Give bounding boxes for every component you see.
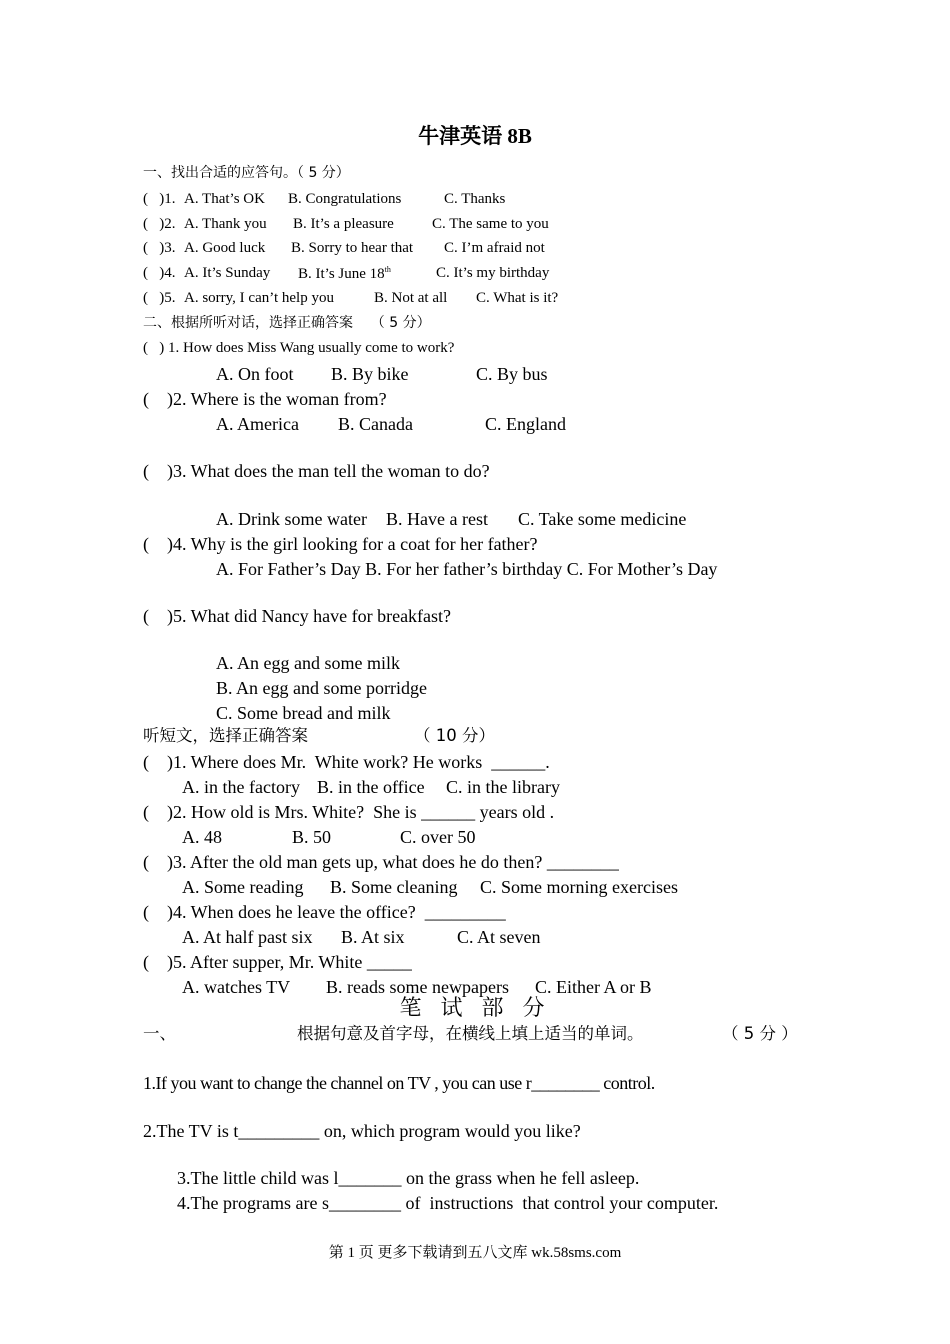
written-s3: 3.The little child was l_______ on the grass when he fell asleep. bbox=[177, 1168, 640, 1188]
part1-q5-a: A. sorry, I can’t help you bbox=[184, 290, 334, 306]
part1-q4-b-text: B. It’s June 18 bbox=[298, 266, 385, 282]
part1-q5-num: ( )5. bbox=[143, 290, 176, 306]
part1-q5-b: B. Not at all bbox=[374, 290, 448, 306]
part2-q3-b: B. Have a rest bbox=[386, 509, 488, 529]
part3-q1-c: C. in the library bbox=[446, 777, 560, 797]
part2-q5-b: B. An egg and some porridge bbox=[216, 678, 427, 698]
part1-q3-num: ( )3. bbox=[143, 240, 176, 256]
part3-q1-a: A. in the factory bbox=[182, 777, 300, 797]
part1-q1-a: A. That’s OK bbox=[184, 191, 265, 207]
written-heading: 笔 试 部 分 bbox=[399, 996, 551, 1021]
part3-q1-b: B. in the office bbox=[317, 777, 425, 797]
part3-q4: ( )4. When does he leave the office? _________ bbox=[143, 902, 506, 922]
part1-q4-num: ( )4. bbox=[143, 265, 176, 281]
part1-q4-c: C. It’s my birthday bbox=[436, 265, 550, 281]
written-sec-text: 根据句意及首字母，在横线上填上适当的单词。 bbox=[297, 1024, 644, 1043]
part3-q5: ( )5. After supper, Mr. White _____ bbox=[143, 952, 412, 972]
part2-q2-b: B. Canada bbox=[338, 414, 413, 434]
part3-q5-a: A. watches TV bbox=[182, 977, 291, 997]
part1-q2-b: B. It’s a pleasure bbox=[293, 216, 394, 232]
part2-q4-options: A. For Father’s Day B. For her father’s birthday C. For Mother’s Day bbox=[216, 559, 718, 579]
part2-q1-c: C. By bus bbox=[476, 364, 548, 384]
part2-heading: 二、根据所听对话，选择正确答案 （ 5 分） bbox=[143, 315, 431, 331]
written-s2: 2.The TV is t_________ on, which program would you like? bbox=[143, 1121, 581, 1141]
part3-q3-a: A. Some reading bbox=[182, 877, 304, 897]
part3-q3: ( )3. After the old man gets up, what does he do then? ________ bbox=[143, 852, 619, 872]
page-footer: 第 1 页 更多下载请到五八文库 wk.58sms.com bbox=[328, 1245, 622, 1261]
part2-q1-a: A. On foot bbox=[216, 364, 294, 384]
part1-q2-a: A. Thank you bbox=[184, 216, 267, 232]
part3-q5-b: B. reads some newpapers bbox=[326, 977, 509, 997]
document-title: 牛津英语 8B bbox=[418, 124, 532, 148]
part3-q4-a: A. At half past six bbox=[182, 927, 313, 947]
part1-q3-b: B. Sorry to hear that bbox=[291, 240, 414, 256]
part3-q2: ( )2. How old is Mrs. White? She is ______ years old . bbox=[143, 802, 555, 822]
part2-q3: ( )3. What does the man tell the woman to do? bbox=[143, 461, 490, 481]
part3-score: （ 10 分） bbox=[414, 726, 495, 745]
written-s1: 1.If you want to change the channel on TV , you can use r________ control. bbox=[143, 1073, 655, 1093]
part2-q2-a: A. America bbox=[216, 414, 299, 434]
part2-q5-a: A. An egg and some milk bbox=[216, 653, 400, 673]
part1-heading: 一、找出合适的应答句。（ 5 分） bbox=[143, 165, 350, 181]
part2-q3-c: C. Take some medicine bbox=[518, 509, 687, 529]
written-s4: 4.The programs are s________ of instructions that control your computer. bbox=[177, 1193, 719, 1213]
part1-q4-b-sup: th bbox=[384, 265, 391, 274]
part3-q4-b: B. At six bbox=[341, 927, 405, 947]
part1-q3-a: A. Good luck bbox=[184, 240, 266, 256]
part1-q1-num: ( )1. bbox=[143, 191, 176, 207]
part1-q1-b: B. Congratulations bbox=[288, 191, 402, 207]
part1-q2-num: ( )2. bbox=[143, 216, 176, 232]
part1-q2-c: C. The same to you bbox=[432, 216, 549, 232]
part3-q1: ( )1. Where does Mr. White work? He works ______. bbox=[143, 752, 550, 772]
part3-q5-c: C. Either A or B bbox=[535, 977, 652, 997]
part3-q4-c: C. At seven bbox=[457, 927, 541, 947]
part3-q3-c: C. Some morning exercises bbox=[480, 877, 678, 897]
part1-q3-c: C. I’m afraid not bbox=[444, 240, 545, 256]
part3-q2-a: A. 48 bbox=[182, 827, 222, 847]
part3-q3-b: B. Some cleaning bbox=[330, 877, 458, 897]
part1-q4-b bbox=[298, 266, 391, 282]
part3-q2-c: C. over 50 bbox=[400, 827, 476, 847]
part2-q2: ( )2. Where is the woman from? bbox=[143, 389, 387, 409]
part1-q5-c: C. What is it? bbox=[476, 290, 559, 306]
part3-q2-b: B. 50 bbox=[292, 827, 332, 847]
part2-q2-c: C. England bbox=[485, 414, 566, 434]
written-sec-score: （ 5 分 ） bbox=[722, 1024, 798, 1043]
part2-q5-c: C. Some bread and milk bbox=[216, 703, 391, 723]
part2-q3-a: A. Drink some water bbox=[216, 509, 367, 529]
written-sec-num: 一、 bbox=[143, 1024, 176, 1043]
part2-q1-b: B. By bike bbox=[331, 364, 409, 384]
part1-q4-a: A. It’s Sunday bbox=[184, 265, 271, 281]
part2-q5: ( )5. What did Nancy have for breakfast? bbox=[143, 606, 452, 626]
part2-q4: ( )4. Why is the girl looking for a coat for her father? bbox=[143, 534, 538, 554]
part2-q1: ( ) 1. How does Miss Wang usually come to work? bbox=[143, 340, 455, 356]
part1-q1-c: C. Thanks bbox=[444, 191, 506, 207]
part3-heading: 听短文，选择正确答案 bbox=[143, 726, 308, 745]
